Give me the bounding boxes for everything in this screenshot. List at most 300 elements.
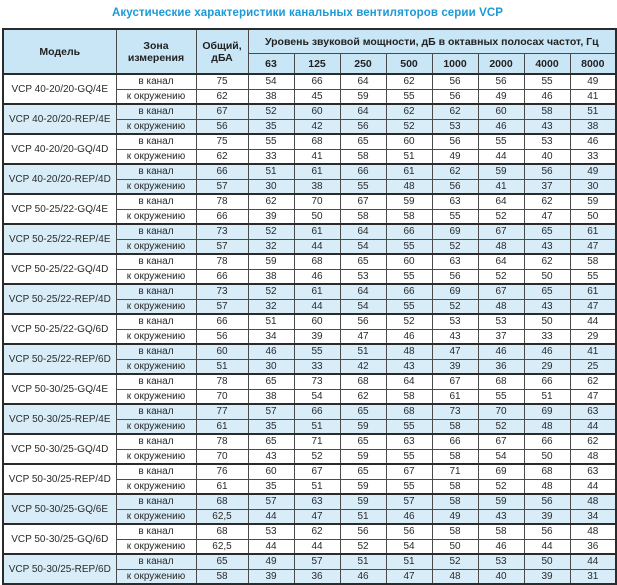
band-value-cell: 58: [340, 149, 386, 164]
band-value-cell: 35: [248, 419, 294, 434]
model-cell: VCP 50-30/25-GQ/4E: [3, 374, 116, 404]
band-value-cell: 46: [248, 344, 294, 359]
band-value-cell: 64: [340, 74, 386, 89]
band-value-cell: 30: [570, 179, 616, 194]
band-value-cell: 55: [570, 269, 616, 284]
band-value-cell: 63: [432, 254, 478, 269]
band-value-cell: 70: [294, 194, 340, 209]
band-value-cell: 52: [248, 224, 294, 239]
zone-cell: к окружению: [116, 119, 196, 134]
band-value-cell: 52: [432, 239, 478, 254]
total-dba-cell: 60: [196, 344, 248, 359]
model-cell: VCP 50-30/25-REP/4D: [3, 464, 116, 494]
band-value-cell: 34: [570, 509, 616, 524]
band-value-cell: 50: [432, 539, 478, 554]
band-value-cell: 56: [478, 74, 524, 89]
zone-cell: в канал: [116, 524, 196, 539]
total-dba-cell: 78: [196, 374, 248, 389]
band-value-cell: 49: [570, 164, 616, 179]
band-value-cell: 48: [386, 344, 432, 359]
band-value-cell: 40: [524, 149, 570, 164]
band-value-cell: 63: [570, 464, 616, 479]
band-value-cell: 62: [340, 389, 386, 404]
band-value-cell: 46: [294, 269, 340, 284]
band-value-cell: 59: [248, 254, 294, 269]
band-value-cell: 58: [432, 479, 478, 494]
band-value-cell: 64: [478, 254, 524, 269]
band-value-cell: 54: [340, 299, 386, 314]
zone-cell: к окружению: [116, 359, 196, 374]
band-value-cell: 64: [386, 374, 432, 389]
band-value-cell: 60: [478, 104, 524, 119]
band-value-cell: 54: [386, 539, 432, 554]
band-value-cell: 57: [294, 554, 340, 569]
total-dba-cell: 51: [196, 359, 248, 374]
band-value-cell: 52: [478, 479, 524, 494]
table-row: [3, 134, 616, 149]
band-value-cell: 58: [524, 104, 570, 119]
band-value-cell: 59: [340, 479, 386, 494]
band-value-cell: 62: [524, 194, 570, 209]
band-value-cell: 65: [340, 254, 386, 269]
band-value-cell: 56: [432, 74, 478, 89]
band-value-cell: 66: [432, 434, 478, 449]
total-dba-cell: 70: [196, 389, 248, 404]
band-value-cell: 43: [524, 239, 570, 254]
band-value-cell: 47: [570, 299, 616, 314]
band-value-cell: 53: [248, 524, 294, 539]
frequency-header-63: 63: [248, 54, 294, 75]
total-dba-cell: 67: [196, 104, 248, 119]
frequency-header-500: 500: [386, 54, 432, 75]
zone-cell: в канал: [116, 224, 196, 239]
band-value-cell: 43: [386, 359, 432, 374]
band-value-cell: 48: [570, 524, 616, 539]
band-value-cell: 39: [248, 569, 294, 584]
band-value-cell: 61: [386, 164, 432, 179]
total-dba-cell: 61: [196, 479, 248, 494]
band-value-cell: 32: [248, 299, 294, 314]
band-value-cell: 49: [248, 554, 294, 569]
band-value-cell: 47: [570, 239, 616, 254]
band-value-cell: 64: [340, 224, 386, 239]
band-value-cell: 44: [570, 554, 616, 569]
band-value-cell: 41: [294, 149, 340, 164]
model-column-header: Модель: [3, 29, 116, 74]
zone-cell: к окружению: [116, 329, 196, 344]
model-cell: VCP 40-20/20-REP/4E: [3, 104, 116, 134]
band-value-cell: 62: [570, 434, 616, 449]
band-value-cell: 59: [478, 494, 524, 509]
model-cell: VCP 50-25/22-REP/4D: [3, 284, 116, 314]
zone-cell: к окружению: [116, 89, 196, 104]
table-row: [3, 164, 616, 179]
band-value-cell: 62: [432, 164, 478, 179]
band-value-cell: 68: [294, 254, 340, 269]
band-value-cell: 73: [432, 404, 478, 419]
band-value-cell: 55: [524, 74, 570, 89]
band-value-cell: 53: [478, 554, 524, 569]
total-dba-cell: 57: [196, 299, 248, 314]
table-row: [3, 284, 616, 299]
band-value-cell: 37: [478, 329, 524, 344]
band-value-cell: 44: [570, 419, 616, 434]
table-row: [3, 254, 616, 269]
band-value-cell: 59: [570, 194, 616, 209]
band-value-cell: 59: [478, 164, 524, 179]
band-value-cell: 33: [294, 359, 340, 374]
band-value-cell: 51: [248, 164, 294, 179]
frequency-header-8000: 8000: [570, 54, 616, 75]
model-cell: VCP 50-30/25-GQ/4D: [3, 434, 116, 464]
zone-cell: в канал: [116, 434, 196, 449]
band-value-cell: 43: [478, 509, 524, 524]
band-value-cell: 54: [340, 239, 386, 254]
band-value-cell: 68: [340, 374, 386, 389]
band-value-cell: 65: [340, 134, 386, 149]
band-value-cell: 65: [340, 434, 386, 449]
band-value-cell: 58: [432, 449, 478, 464]
band-value-cell: 49: [432, 509, 478, 524]
band-value-cell: 50: [570, 209, 616, 224]
zone-cell: в канал: [116, 194, 196, 209]
zone-cell: в канал: [116, 74, 196, 89]
total-dba-cell: 66: [196, 164, 248, 179]
band-value-cell: 67: [294, 464, 340, 479]
total-dba-column-header: Общий, дБА: [196, 29, 248, 74]
zone-cell: в канал: [116, 104, 196, 119]
band-value-cell: 60: [386, 134, 432, 149]
frequency-header-250: 250: [340, 54, 386, 75]
band-value-cell: 41: [478, 179, 524, 194]
band-value-cell: 59: [340, 494, 386, 509]
band-value-cell: 48: [570, 449, 616, 464]
band-value-cell: 65: [524, 284, 570, 299]
band-value-cell: 70: [478, 404, 524, 419]
band-value-cell: 63: [294, 494, 340, 509]
zone-cell: к окружению: [116, 479, 196, 494]
band-value-cell: 58: [386, 209, 432, 224]
band-value-cell: 52: [386, 314, 432, 329]
band-value-cell: 36: [294, 569, 340, 584]
total-dba-cell: 57: [196, 179, 248, 194]
band-value-cell: 58: [478, 524, 524, 539]
band-value-cell: 45: [294, 89, 340, 104]
zone-cell: к окружению: [116, 419, 196, 434]
band-value-cell: 58: [432, 494, 478, 509]
band-value-cell: 48: [524, 479, 570, 494]
band-value-cell: 56: [432, 134, 478, 149]
band-value-cell: 34: [248, 329, 294, 344]
band-value-cell: 61: [294, 224, 340, 239]
total-dba-cell: 62,5: [196, 539, 248, 554]
band-value-cell: 38: [570, 119, 616, 134]
band-value-cell: 54: [294, 389, 340, 404]
band-value-cell: 64: [340, 284, 386, 299]
band-value-cell: 25: [570, 359, 616, 374]
band-value-cell: 42: [294, 119, 340, 134]
zone-cell: к окружению: [116, 269, 196, 284]
zone-cell: к окружению: [116, 389, 196, 404]
band-value-cell: 52: [340, 539, 386, 554]
band-value-cell: 58: [432, 419, 478, 434]
band-value-cell: 46: [340, 569, 386, 584]
band-value-cell: 67: [478, 224, 524, 239]
band-value-cell: 43: [248, 449, 294, 464]
band-value-cell: 55: [248, 134, 294, 149]
band-value-cell: 66: [340, 164, 386, 179]
band-value-cell: 50: [524, 554, 570, 569]
table-row: [3, 554, 616, 569]
band-value-cell: 42: [340, 359, 386, 374]
total-dba-cell: 62: [196, 149, 248, 164]
band-value-cell: 50: [524, 314, 570, 329]
frequency-header-4000: 4000: [524, 54, 570, 75]
band-value-cell: 67: [432, 374, 478, 389]
band-value-cell: 66: [386, 284, 432, 299]
band-value-cell: 58: [432, 524, 478, 539]
band-value-cell: 53: [340, 269, 386, 284]
band-group-header: Уровень звуковой мощности, дБ в октавных полосах частот, Гц: [248, 29, 616, 54]
zone-cell: к окружению: [116, 239, 196, 254]
band-value-cell: 43: [524, 299, 570, 314]
band-value-cell: 59: [340, 449, 386, 464]
band-value-cell: 63: [386, 434, 432, 449]
band-value-cell: 39: [248, 209, 294, 224]
band-value-cell: 55: [294, 344, 340, 359]
band-value-cell: 29: [570, 329, 616, 344]
band-value-cell: 51: [294, 419, 340, 434]
table-row: [3, 374, 616, 389]
table-row: [3, 434, 616, 449]
band-value-cell: 56: [432, 89, 478, 104]
model-cell: VCP 50-25/22-GQ/4E: [3, 194, 116, 224]
band-value-cell: 52: [294, 449, 340, 464]
band-value-cell: 39: [524, 509, 570, 524]
band-value-cell: 71: [294, 434, 340, 449]
band-value-cell: 55: [478, 389, 524, 404]
band-value-cell: 56: [432, 179, 478, 194]
acoustic-characteristics-table: [2, 28, 617, 585]
band-value-cell: 57: [386, 494, 432, 509]
zone-cell: к окружению: [116, 299, 196, 314]
band-value-cell: 36: [478, 359, 524, 374]
band-value-cell: 56: [340, 524, 386, 539]
band-value-cell: 68: [478, 374, 524, 389]
band-value-cell: 46: [524, 344, 570, 359]
total-dba-cell: 58: [196, 569, 248, 584]
band-value-cell: 62: [294, 524, 340, 539]
total-dba-cell: 56: [196, 119, 248, 134]
band-value-cell: 55: [386, 269, 432, 284]
band-value-cell: 65: [248, 434, 294, 449]
total-dba-cell: 70: [196, 449, 248, 464]
band-value-cell: 47: [432, 344, 478, 359]
band-value-cell: 54: [248, 74, 294, 89]
zone-cell: в канал: [116, 404, 196, 419]
band-value-cell: 30: [248, 179, 294, 194]
band-value-cell: 68: [386, 404, 432, 419]
band-value-cell: 73: [294, 374, 340, 389]
band-value-cell: 53: [432, 314, 478, 329]
band-value-cell: 55: [386, 449, 432, 464]
model-cell: VCP 50-25/22-REP/4E: [3, 224, 116, 254]
zone-cell: к окружению: [116, 449, 196, 464]
band-value-cell: 47: [340, 329, 386, 344]
band-value-cell: 56: [432, 269, 478, 284]
band-value-cell: 55: [386, 419, 432, 434]
zone-cell: к окружению: [116, 179, 196, 194]
band-value-cell: 55: [432, 209, 478, 224]
band-value-cell: 65: [524, 224, 570, 239]
band-value-cell: 51: [248, 314, 294, 329]
band-value-cell: 48: [478, 239, 524, 254]
total-dba-cell: 66: [196, 269, 248, 284]
band-value-cell: 43: [432, 329, 478, 344]
band-value-cell: 71: [432, 464, 478, 479]
band-value-cell: 59: [340, 89, 386, 104]
band-value-cell: 57: [248, 404, 294, 419]
band-value-cell: 64: [478, 194, 524, 209]
band-value-cell: 44: [478, 149, 524, 164]
band-value-cell: 39: [524, 569, 570, 584]
band-value-cell: 44: [570, 479, 616, 494]
band-value-cell: 61: [294, 284, 340, 299]
zone-cell: к окружению: [116, 569, 196, 584]
band-value-cell: 58: [340, 209, 386, 224]
band-value-cell: 48: [432, 569, 478, 584]
model-cell: VCP 50-25/22-GQ/6D: [3, 314, 116, 344]
band-value-cell: 44: [294, 539, 340, 554]
band-value-cell: 46: [478, 344, 524, 359]
frequency-header-1000: 1000: [432, 54, 478, 75]
zone-cell: в канал: [116, 374, 196, 389]
table-row: [3, 224, 616, 239]
band-value-cell: 33: [570, 149, 616, 164]
band-value-cell: 46: [524, 89, 570, 104]
band-value-cell: 61: [432, 389, 478, 404]
total-dba-cell: 56: [196, 329, 248, 344]
band-value-cell: 66: [524, 374, 570, 389]
band-value-cell: 53: [432, 119, 478, 134]
band-value-cell: 69: [524, 404, 570, 419]
band-value-cell: 48: [570, 494, 616, 509]
zone-cell: в канал: [116, 254, 196, 269]
band-value-cell: 51: [524, 389, 570, 404]
band-value-cell: 52: [432, 554, 478, 569]
band-value-cell: 69: [432, 284, 478, 299]
band-value-cell: 52: [478, 209, 524, 224]
band-value-cell: 66: [294, 74, 340, 89]
band-value-cell: 55: [386, 239, 432, 254]
band-value-cell: 47: [294, 509, 340, 524]
band-value-cell: 62: [248, 194, 294, 209]
band-value-cell: 52: [432, 299, 478, 314]
band-value-cell: 30: [248, 359, 294, 374]
total-dba-cell: 75: [196, 74, 248, 89]
table-row: [3, 104, 616, 119]
band-value-cell: 61: [570, 284, 616, 299]
band-value-cell: 68: [294, 134, 340, 149]
model-cell: VCP 50-30/25-GQ/6E: [3, 494, 116, 524]
total-dba-cell: 66: [196, 314, 248, 329]
total-dba-cell: 62: [196, 89, 248, 104]
band-value-cell: 50: [524, 269, 570, 284]
band-value-cell: 58: [386, 389, 432, 404]
band-value-cell: 52: [478, 269, 524, 284]
total-dba-cell: 57: [196, 239, 248, 254]
band-value-cell: 49: [570, 74, 616, 89]
band-value-cell: 33: [524, 329, 570, 344]
band-value-cell: 65: [340, 404, 386, 419]
band-value-cell: 56: [524, 164, 570, 179]
band-value-cell: 38: [294, 179, 340, 194]
band-value-cell: 35: [248, 119, 294, 134]
band-value-cell: 56: [340, 314, 386, 329]
band-value-cell: 62: [386, 74, 432, 89]
band-value-cell: 37: [524, 179, 570, 194]
band-value-cell: 46: [386, 509, 432, 524]
header-row-main: [3, 29, 616, 54]
zone-cell: к окружению: [116, 149, 196, 164]
band-value-cell: 55: [386, 479, 432, 494]
zone-cell: к окружению: [116, 209, 196, 224]
band-value-cell: 56: [524, 524, 570, 539]
band-value-cell: 48: [386, 179, 432, 194]
zone-cell: в канал: [116, 344, 196, 359]
zone-cell: в канал: [116, 554, 196, 569]
zone-cell: в канал: [116, 284, 196, 299]
band-value-cell: 64: [340, 104, 386, 119]
band-value-cell: 38: [248, 89, 294, 104]
band-value-cell: 51: [340, 554, 386, 569]
total-dba-cell: 76: [196, 464, 248, 479]
band-value-cell: 66: [294, 404, 340, 419]
band-value-cell: 65: [340, 464, 386, 479]
band-value-cell: 59: [386, 194, 432, 209]
band-value-cell: 61: [294, 164, 340, 179]
band-value-cell: 61: [570, 224, 616, 239]
band-value-cell: 47: [570, 389, 616, 404]
table-row: [3, 194, 616, 209]
band-value-cell: 63: [432, 194, 478, 209]
page-title: Акустические характеристики канальных вентиляторов серии VCP: [111, 7, 504, 19]
band-value-cell: 60: [294, 104, 340, 119]
band-value-cell: 36: [570, 539, 616, 554]
band-value-cell: 67: [478, 284, 524, 299]
band-value-cell: 46: [478, 119, 524, 134]
band-value-cell: 53: [478, 314, 524, 329]
band-value-cell: 49: [478, 89, 524, 104]
band-value-cell: 65: [248, 374, 294, 389]
model-cell: VCP 50-30/25-REP/4E: [3, 404, 116, 434]
zone-cell: в канал: [116, 164, 196, 179]
band-value-cell: 50: [524, 449, 570, 464]
band-value-cell: 52: [386, 119, 432, 134]
band-value-cell: 51: [386, 149, 432, 164]
table-row: [3, 524, 616, 539]
band-value-cell: 55: [478, 134, 524, 149]
band-value-cell: 29: [524, 359, 570, 374]
band-value-cell: 44: [524, 539, 570, 554]
band-value-cell: 50: [294, 209, 340, 224]
frequency-header-2000: 2000: [478, 54, 524, 75]
band-value-cell: 52: [248, 284, 294, 299]
band-value-cell: 60: [248, 464, 294, 479]
band-value-cell: 35: [248, 479, 294, 494]
band-value-cell: 51: [340, 344, 386, 359]
band-value-cell: 32: [248, 239, 294, 254]
